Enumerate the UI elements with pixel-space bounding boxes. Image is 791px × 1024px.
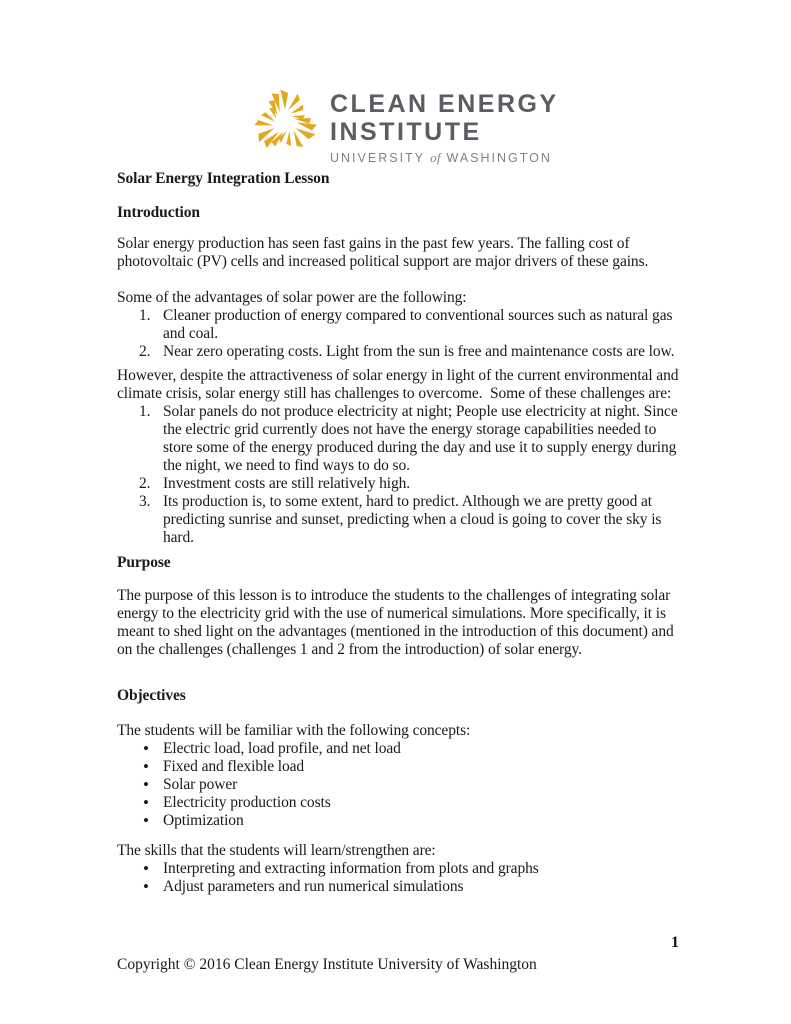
list-item: • Interpreting and extracting information from plots and graphs bbox=[117, 860, 679, 878]
skills-lead: The skills that the students will learn/strengthen are: bbox=[117, 842, 436, 859]
logo-wordmark bbox=[330, 84, 559, 166]
purpose-paragraph: The purpose of this lesson is to introduce the students to the challenges of integrating solar energy to the electricity grid with the use of numerical simulations. More specifically, it is meant to shed light on the advantages (mentioned in the introduction of this document) and on the challenges (challenges 1 and 2 from the introduction) of solar energy. bbox=[117, 587, 674, 658]
list-item: • Optimization bbox=[117, 812, 679, 830]
sunburst-icon bbox=[247, 84, 323, 160]
intro-paragraph: Solar energy production has seen fast gains in the past few years. The falling cost of photovoltaic (PV) cells and increased political support are major drivers of these gains. bbox=[117, 235, 649, 270]
list-item: Cleaner production of energy compared to conventional sources such as natural gas and coal. bbox=[163, 307, 673, 342]
university-line bbox=[330, 151, 559, 166]
brand-line-2: INSTITUTE bbox=[330, 118, 482, 146]
list-item: • Electricity production costs bbox=[117, 794, 679, 812]
heading-purpose: Purpose bbox=[117, 554, 171, 571]
list-item: • Fixed and flexible load bbox=[117, 758, 679, 776]
heading-objectives: Objectives bbox=[117, 687, 186, 704]
list-item: • Electric load, load profile, and net load bbox=[117, 740, 679, 758]
concepts-list bbox=[117, 740, 679, 830]
document-content bbox=[117, 170, 679, 896]
concepts-lead: The students will be familiar with the following concepts: bbox=[117, 722, 471, 739]
heading-introduction: Introduction bbox=[117, 204, 200, 221]
clean-energy-institute-logo bbox=[247, 84, 559, 166]
list-item: • Adjust parameters and run numerical simulations bbox=[117, 878, 679, 896]
list-item: Solar panels do not produce electricity at night; People use electricity at night. Since the electric grid currently does not have the energy storage capabilities needed to store some of the energy produced during the day and use it to supply energy during the night, we need to find ways to do so. bbox=[163, 403, 678, 474]
advantages-lead: Some of the advantages of solar power are the following: bbox=[117, 289, 467, 306]
of-word: of bbox=[430, 151, 442, 165]
skills-list bbox=[117, 860, 679, 896]
footer-copyright: Copyright © 2016 Clean Energy Institute University of Washington bbox=[117, 956, 537, 973]
university-word: UNIVERSITY bbox=[330, 151, 425, 165]
challenges-list bbox=[117, 403, 679, 547]
washington-word: WASHINGTON bbox=[446, 151, 552, 165]
list-item: Near zero operating costs. Light from the sun is free and maintenance costs are low. bbox=[163, 343, 675, 360]
list-item: Its production is, to some extent, hard to predict. Although we are pretty good at predicting sunrise and sunset, predicting when a cloud is going to cover the sky is hard. bbox=[163, 493, 662, 546]
brand-line-1: CLEAN ENERGY bbox=[330, 90, 559, 118]
document-title: Solar Energy Integration Lesson bbox=[117, 170, 330, 187]
page-number: 1 bbox=[671, 934, 679, 951]
list-item: • Solar power bbox=[117, 776, 679, 794]
advantages-list bbox=[117, 307, 679, 361]
list-item: Investment costs are still relatively high. bbox=[163, 475, 411, 492]
challenges-lead: However, despite the attractiveness of solar energy in light of the current environmental and climate crisis, solar energy still has challenges to overcome. Some of these challenges are: bbox=[117, 367, 679, 402]
